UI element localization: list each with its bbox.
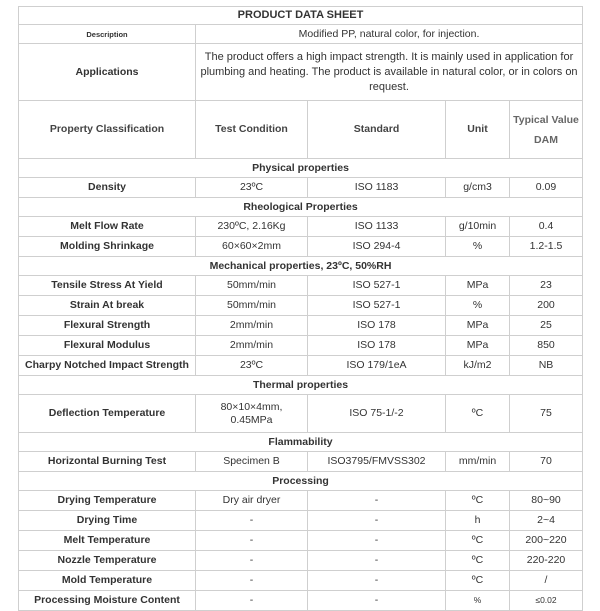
column-header-row	[19, 101, 583, 159]
section-processing: Processing	[19, 472, 583, 491]
property-name: Density	[19, 178, 196, 198]
unit: MPa	[446, 336, 510, 356]
standard: ISO 1133	[308, 217, 446, 237]
test-condition: 23ºC	[196, 356, 308, 376]
standard: ISO 1183	[308, 178, 446, 198]
section-row	[19, 433, 583, 452]
section-row	[19, 257, 583, 276]
standard: ISO 178	[308, 336, 446, 356]
section-row	[19, 198, 583, 217]
property-name: Drying Temperature	[19, 491, 196, 511]
standard: ISO 527-1	[308, 276, 446, 296]
typical-value: 80~90	[510, 491, 583, 511]
table-row	[19, 237, 583, 257]
property-name: Horizontal Burning Test	[19, 452, 196, 472]
standard: -	[308, 591, 446, 611]
table-row	[19, 531, 583, 551]
property-name: Nozzle Temperature	[19, 551, 196, 571]
test-condition: 23ºC	[196, 178, 308, 198]
property-name: Mold Temperature	[19, 571, 196, 591]
description-row	[19, 25, 583, 44]
standard: -	[308, 531, 446, 551]
unit: MPa	[446, 316, 510, 336]
unit: ºC	[446, 571, 510, 591]
header-typical-line2: DAM	[534, 133, 558, 146]
property-name: Flexural Modulus	[19, 336, 196, 356]
header-classification: Property Classification	[19, 101, 196, 159]
section-mechanical: Mechanical properties, 23ºC, 50%RH	[19, 257, 583, 276]
unit: %	[446, 237, 510, 257]
table-row	[19, 217, 583, 237]
header-standard: Standard	[308, 101, 446, 159]
product-data-sheet-table	[18, 6, 583, 611]
typical-value: 1.2-1.5	[510, 237, 583, 257]
test-condition: 80×10×4mm, 0.45MPa	[196, 395, 308, 433]
test-condition: -	[196, 531, 308, 551]
header-typical-value	[510, 101, 583, 159]
section-row	[19, 159, 583, 178]
standard: ISO 294-4	[308, 237, 446, 257]
table-row	[19, 296, 583, 316]
standard: ISO 75-1/-2	[308, 395, 446, 433]
test-condition: -	[196, 551, 308, 571]
table-row	[19, 276, 583, 296]
test-condition: 50mm/min	[196, 296, 308, 316]
table-row	[19, 591, 583, 611]
typical-value: 220-220	[510, 551, 583, 571]
typical-value: /	[510, 571, 583, 591]
typical-value: 850	[510, 336, 583, 356]
property-name: Processing Moisture Content	[19, 591, 196, 611]
sheet-title: PRODUCT DATA SHEET	[19, 7, 583, 25]
unit: ºC	[446, 491, 510, 511]
typical-value: 0.09	[510, 178, 583, 198]
table-row	[19, 551, 583, 571]
typical-value: 25	[510, 316, 583, 336]
description-value: Modified PP, natural color, for injection.	[196, 25, 583, 44]
property-name: Flexural Strength	[19, 316, 196, 336]
property-name: Molding Shrinkage	[19, 237, 196, 257]
typical-value: 70	[510, 452, 583, 472]
property-name: Melt Flow Rate	[19, 217, 196, 237]
test-condition: -	[196, 591, 308, 611]
test-condition: 2mm/min	[196, 336, 308, 356]
unit: kJ/m2	[446, 356, 510, 376]
standard: ISO 179/1eA	[308, 356, 446, 376]
standard: -	[308, 511, 446, 531]
description-label: Description	[19, 25, 196, 44]
table-row	[19, 571, 583, 591]
table-row	[19, 491, 583, 511]
test-condition: Specimen B	[196, 452, 308, 472]
section-row	[19, 376, 583, 395]
property-name: Charpy Notched Impact Strength	[19, 356, 196, 376]
section-physical: Physical properties	[19, 159, 583, 178]
property-name: Drying Time	[19, 511, 196, 531]
header-unit: Unit	[446, 101, 510, 159]
section-row	[19, 472, 583, 491]
test-condition: 50mm/min	[196, 276, 308, 296]
test-condition: 2mm/min	[196, 316, 308, 336]
section-rheological: Rheological Properties	[19, 198, 583, 217]
unit: ºC	[446, 531, 510, 551]
standard: ISO3795/FMVSS302	[308, 452, 446, 472]
table-row	[19, 452, 583, 472]
applications-row	[19, 44, 583, 101]
header-typical-line1: Typical Value	[513, 113, 579, 126]
unit: g/10min	[446, 217, 510, 237]
property-name: Tensile Stress At Yield	[19, 276, 196, 296]
test-condition: 60×60×2mm	[196, 237, 308, 257]
unit: MPa	[446, 276, 510, 296]
unit: mm/min	[446, 452, 510, 472]
standard: -	[308, 571, 446, 591]
unit: %	[446, 296, 510, 316]
typical-value: ≤0.02	[510, 591, 583, 611]
applications-label: Applications	[19, 44, 196, 101]
section-thermal: Thermal properties	[19, 376, 583, 395]
applications-value: The product offers a high impact strength. It is mainly used in application for plumbing and heating. The product is available in natural color, or in colors on request.	[196, 44, 583, 101]
header-condition: Test Condition	[196, 101, 308, 159]
test-condition: -	[196, 571, 308, 591]
test-condition: Dry air dryer	[196, 491, 308, 511]
test-condition: 230ºC, 2.16Kg	[196, 217, 308, 237]
typical-value: 2~4	[510, 511, 583, 531]
typical-value: 200	[510, 296, 583, 316]
property-name: Deflection Temperature	[19, 395, 196, 433]
table-row	[19, 511, 583, 531]
unit: %	[446, 591, 510, 611]
standard: ISO 178	[308, 316, 446, 336]
unit: h	[446, 511, 510, 531]
standard: -	[308, 551, 446, 571]
table-row	[19, 336, 583, 356]
typical-value: 23	[510, 276, 583, 296]
title-row	[19, 7, 583, 25]
typical-value: 75	[510, 395, 583, 433]
unit: g/cm3	[446, 178, 510, 198]
section-flammability: Flammability	[19, 433, 583, 452]
table-row	[19, 178, 583, 198]
property-name: Strain At break	[19, 296, 196, 316]
unit: ºC	[446, 551, 510, 571]
typical-value: 200~220	[510, 531, 583, 551]
property-name: Melt Temperature	[19, 531, 196, 551]
table-row	[19, 316, 583, 336]
standard: ISO 527-1	[308, 296, 446, 316]
test-condition: -	[196, 511, 308, 531]
table-row	[19, 395, 583, 433]
standard: -	[308, 491, 446, 511]
typical-value: 0.4	[510, 217, 583, 237]
typical-value: NB	[510, 356, 583, 376]
table-row	[19, 356, 583, 376]
unit: ºC	[446, 395, 510, 433]
